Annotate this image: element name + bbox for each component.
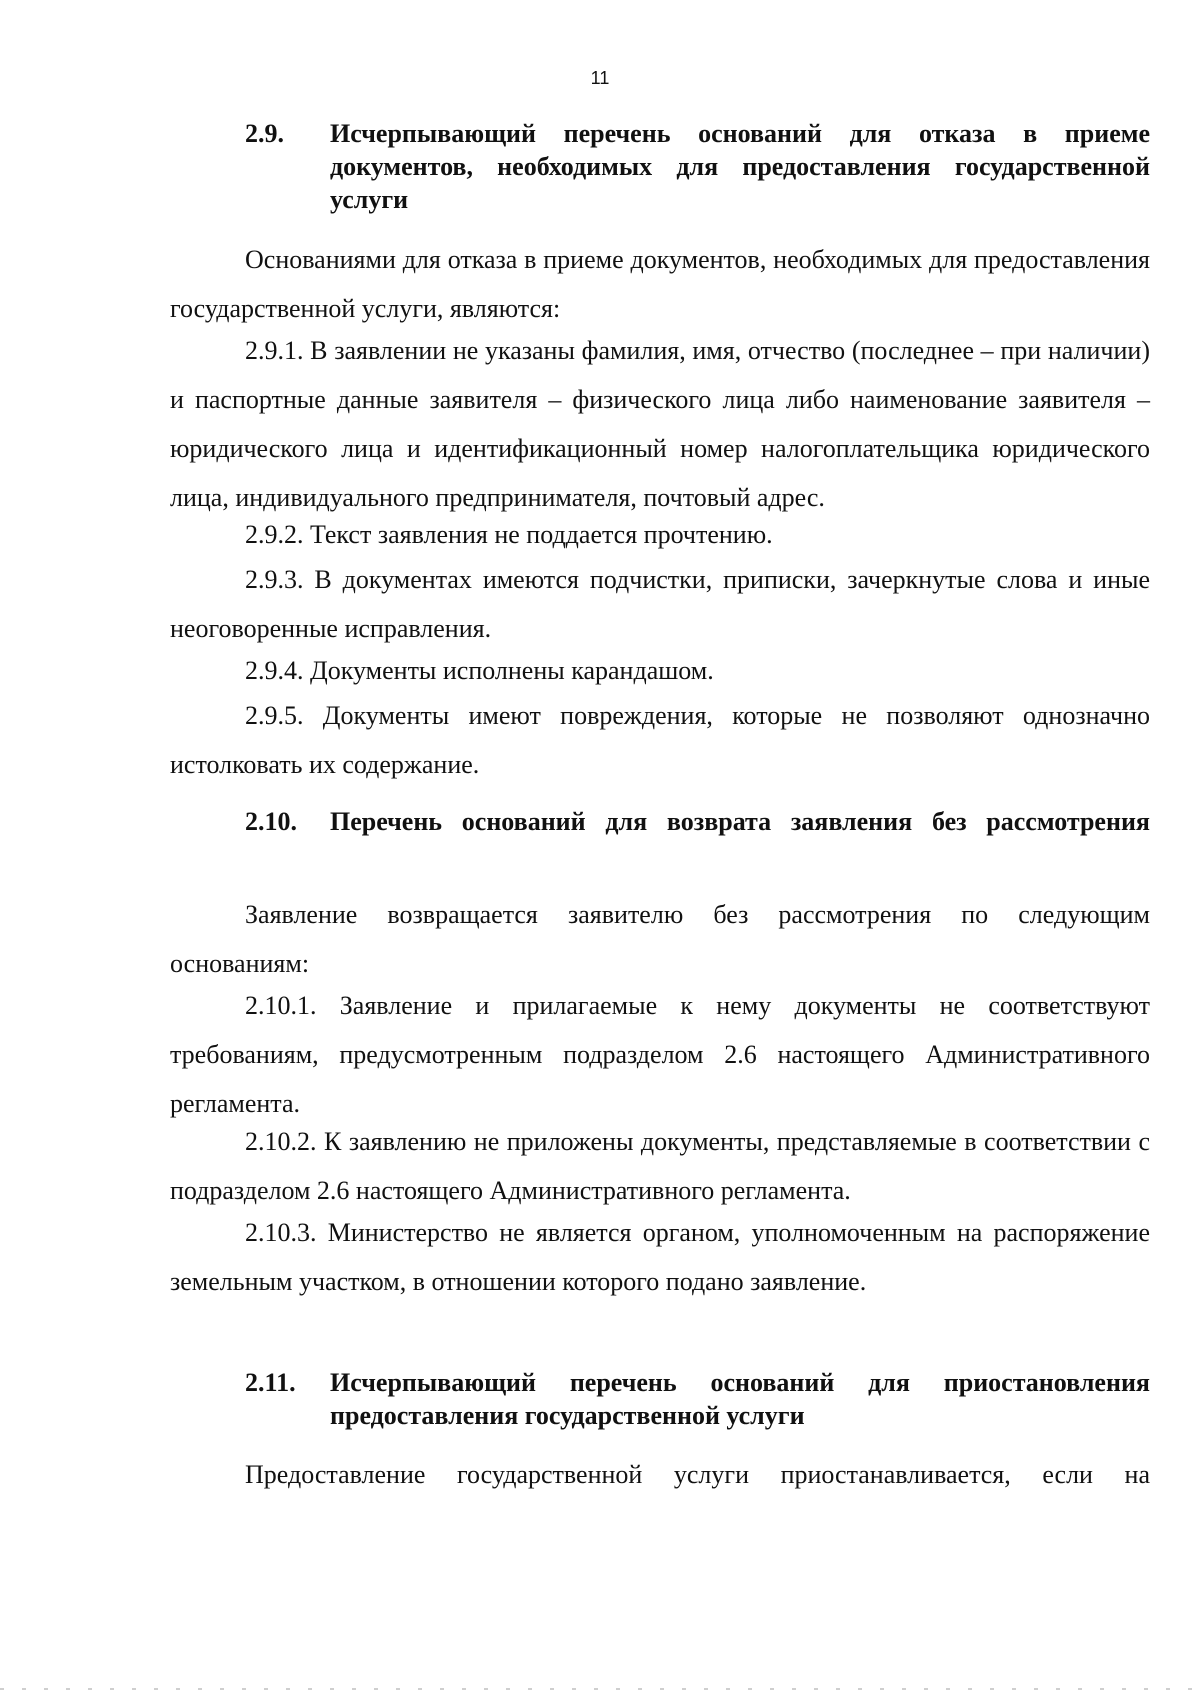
- paragraph-2-9-5: 2.9.5. Документы имеют повреждения, которые не позволяют однозначно истолковать их содержание.: [170, 701, 1150, 779]
- section-title: Исчерпывающий перечень оснований для отказа в приеме документов, необходимых для предоставления государственной услуги: [330, 119, 1150, 214]
- paragraph-intro-2-10: Заявление возвращается заявителю без рассмотрения по следующим основаниям:: [170, 900, 1150, 978]
- paragraph-2-10-1: 2.10.1. Заявление и прилагаемые к нему документы не соответствуют требованиям, предусмотренным подразделом 2.6 настоящего Административного регламента.: [170, 991, 1150, 1118]
- paragraph-2-9-2: 2.9.2. Текст заявления не поддается прочтению.: [245, 520, 773, 549]
- section-heading-2-11: [245, 1366, 1150, 1432]
- section-number: 2.11.: [245, 1368, 296, 1397]
- paragraph-intro-2-9: Основаниями для отказа в приеме документов, необходимых для предоставления государственной услуги, являются:: [170, 245, 1150, 323]
- paragraph-intro-2-11: Предоставление государственной услуги приостанавливается, если на: [245, 1460, 1150, 1489]
- section-title: Перечень оснований для возврата заявления без рассмотрения: [330, 807, 1150, 836]
- paragraph-2-9-3: 2.9.3. В документах имеются подчистки, приписки, зачеркнутые слова и иные неоговоренные исправления.: [170, 565, 1150, 643]
- section-heading-2-9: [245, 117, 1150, 216]
- page-number: 11: [590, 68, 610, 88]
- section-title: Исчерпывающий перечень оснований для приостановления предоставления государственной услуги: [330, 1368, 1150, 1430]
- section-heading-2-10: [245, 805, 1150, 838]
- paragraph-2-10-3: 2.10.3. Министерство не является органом, уполномоченным на распоряжение земельным участком, в отношении которого подано заявление.: [170, 1218, 1150, 1296]
- paragraph-2-10-2: 2.10.2. К заявлению не приложены документы, представляемые в соответствии с подразделом 2.6 настоящего Административного регламента.: [170, 1127, 1150, 1205]
- section-number: 2.9.: [245, 119, 284, 148]
- scan-edge-artifact: [0, 1688, 1200, 1690]
- section-number: 2.10.: [245, 807, 297, 836]
- paragraph-2-9-4: 2.9.4. Документы исполнены карандашом.: [245, 656, 714, 685]
- paragraph-2-9-1: 2.9.1. В заявлении не указаны фамилия, имя, отчество (последнее – при наличии) и паспортные данные заявителя – физического лица либо наименование заявителя – юридического лица и идентификационный номер налогоплательщика юридического лица, индивидуального предпринимателя, почтовый адрес.: [170, 336, 1150, 512]
